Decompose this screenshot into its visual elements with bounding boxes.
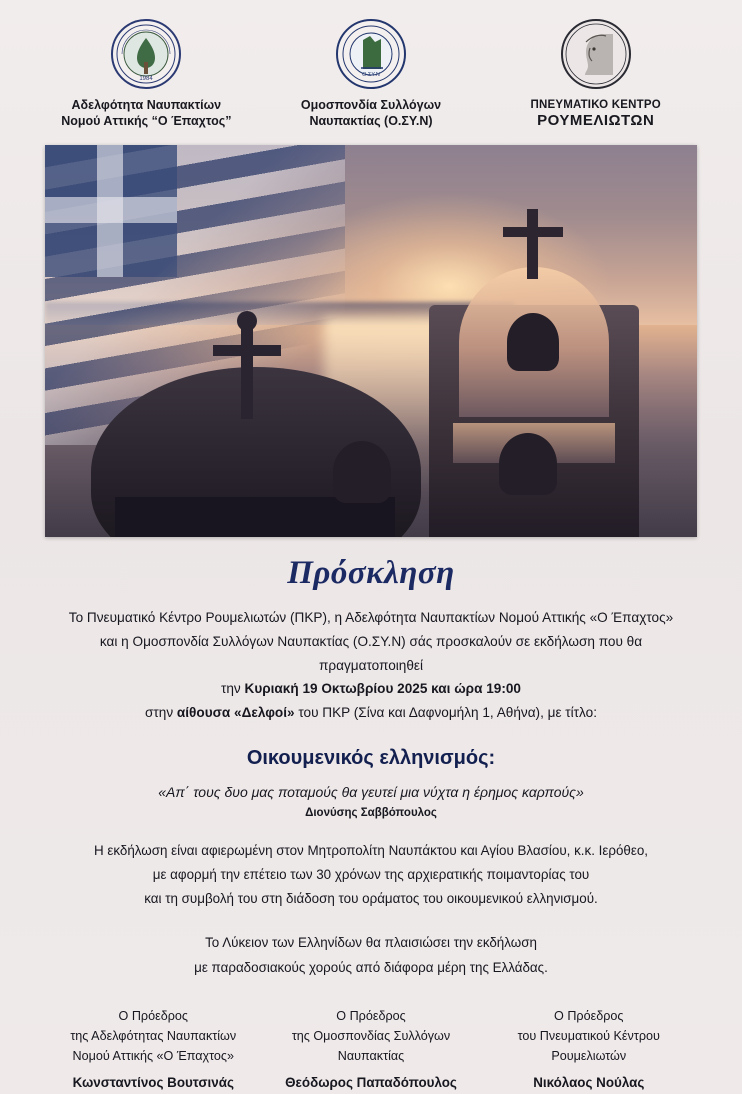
page-title: Πρόσκληση	[287, 555, 455, 592]
venue-address: του ΠΚΡ (Σίνα και Δαφνομήλη 1, Αθήνα), με τίτλο:	[294, 705, 597, 721]
event-photo	[45, 145, 697, 537]
signature-role-line-1: Ο Πρόεδρος	[554, 1008, 624, 1023]
signature-name: Νικόλαος Νούλας	[533, 1075, 645, 1091]
performance-line-1: Το Λύκειον των Ελληνίδων θα πλαισιώσει την εκδήλωση	[205, 935, 537, 951]
organization-block-osyn	[259, 18, 484, 129]
venue-hall: αίθουσα «Δελφοί»	[176, 705, 295, 721]
signature-block-pkr	[482, 1006, 697, 1094]
date-prefix: την	[221, 681, 245, 697]
bell-tower	[429, 227, 639, 537]
intro-line-1: Το Πνευματικό Κέντρο Ρουμελιωτών (ΠΚΡ), η Αδελφότητα Ναυπακτίων Νομού Αττικής «Ο Έπαχτος»	[68, 610, 674, 626]
signature-role-line-3: Νομού Αττικής «Ο Έπαχτος»	[72, 1048, 235, 1063]
signature-block-osyn	[264, 1006, 479, 1094]
signature-role-line-2: της Ομοσπονδίας Συλλόγων	[291, 1028, 451, 1043]
photo-background	[45, 145, 697, 537]
dedication-line-3: και τη συμβολή του στη διάδοση του οράματος του οικουμενικού ελληνισμού.	[144, 891, 598, 907]
signature-row	[0, 980, 742, 1094]
seal-emblem-icon	[335, 18, 407, 90]
bell-icon	[507, 313, 559, 371]
organization-name: ΠΝΕΥΜΑΤΙΚΟ ΚΕΝΤΡΟ ΡΟΥΜΕΛΙΩΤΩΝ	[530, 99, 661, 130]
talk-quote: «Απ΄ τους δυο μας ποταμούς θα γευτεί μια νύχτα η έρημος καρπούς»	[158, 784, 584, 801]
header-logos	[0, 0, 742, 131]
cross-icon	[527, 209, 538, 279]
organization-block-adelfotita	[34, 18, 259, 129]
quote-author: Διονύσης Σαββόπουλος	[305, 807, 437, 820]
signature-role-line-2: του Πνευματικού Κέντρου	[517, 1028, 660, 1043]
organization-name: Ομοσπονδία Συλλόγων Ναυπακτίας (Ο.ΣΥ.Ν)	[300, 98, 442, 128]
organization-name: Αδελφότητα Ναυπακτίων Νομού Αττικής “Ο Έπαχτος”	[61, 98, 232, 128]
event-venue-line	[52, 701, 690, 725]
invitation-intro	[0, 606, 742, 725]
signature-block-adelfotita	[46, 1006, 261, 1094]
intro-line-2: και η Ομοσπονδία Συλλόγων Ναυπακτίας (Ο.ΣΥ.Ν) σάς προσκαλούν σε εκδήλωση που θα πραγματοποιηθεί	[99, 633, 643, 673]
church-dome-drum	[115, 497, 395, 537]
dedication-line-1: Η εκδήλωση είναι αφιερωμένη στον Μητροπολίτη Ναυπάκτου και Αγίου Βλασίου, κ.κ. Ιερόθεο,	[94, 843, 648, 859]
svg-text:Ο.ΣΥ.Ν: Ο.ΣΥ.Ν	[362, 72, 380, 78]
signature-name: Θεόδωρος Παπαδόπουλος	[285, 1075, 457, 1091]
performance-line-2: με παραδοσιακούς χορούς από διάφορα μέρη της Ελλάδας.	[194, 959, 548, 975]
svg-text:1984: 1984	[139, 76, 154, 82]
flag-canton	[45, 145, 177, 277]
signature-role-line-1: Ο Πρόεδρος	[336, 1008, 406, 1023]
signature-role-line-3: Ναυπακτίας	[337, 1048, 405, 1063]
signature-name: Κωνσταντίνος Βουτσινάς	[72, 1075, 234, 1091]
venue-prefix: στην	[145, 705, 177, 721]
talk-title: Οικουμενικός ελληνισμός:	[246, 747, 496, 770]
performance-paragraph	[0, 931, 742, 979]
seal-portrait-icon	[560, 18, 632, 90]
signature-role-line-2: της Αδελφότητας Ναυπακτίων	[70, 1028, 237, 1043]
event-datetime: Κυριακή 19 Οκτωβρίου 2025 και ώρα 19:00	[244, 681, 521, 697]
dedication-paragraph	[0, 839, 742, 911]
dedication-line-2: με αφορμή την επέτειο των 30 χρόνων της αρχιερατικής ποιμαντορίας του	[152, 867, 590, 883]
signature-role-line-3: Ρουμελιωτών	[551, 1048, 627, 1063]
seal-emblem-icon	[110, 18, 182, 90]
cross-icon	[241, 323, 253, 419]
bell-icon	[333, 441, 391, 503]
signature-role-line-1: Ο Πρόεδρος	[118, 1008, 188, 1023]
organization-block-pkr	[483, 18, 708, 131]
event-datetime-line	[52, 677, 690, 701]
bell-icon	[499, 433, 557, 495]
